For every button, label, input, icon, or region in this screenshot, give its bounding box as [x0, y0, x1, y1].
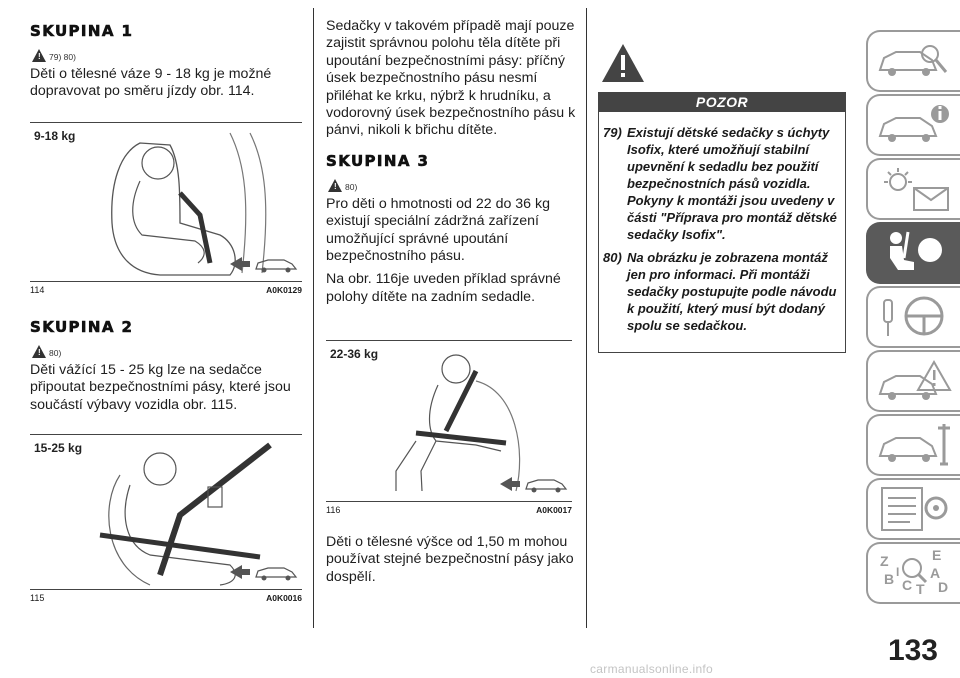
airbag-seat-icon [874, 228, 954, 278]
tab-car-info[interactable] [866, 94, 960, 156]
figure-number: 114 [30, 285, 45, 295]
note-number: 79) [603, 125, 622, 140]
figure-caption [30, 589, 302, 603]
paragraph: Děti o tělesné výšce od 1,50 m mohou používat stejné bezpečnostní pásy jako dospělí. [326, 534, 574, 585]
figure-code: A0K0016 [266, 593, 302, 603]
column-1 [30, 22, 302, 107]
figure-caption [326, 501, 572, 515]
warning-box [598, 112, 846, 353]
column-2 [326, 18, 576, 312]
index-letter: B [884, 571, 895, 587]
page-number: 133 [887, 634, 938, 667]
forward-direction-icon [498, 473, 568, 495]
ref-row-3 [328, 174, 576, 192]
heading-skupina-1: SKUPINA 1 [30, 22, 134, 40]
paragraph: Na obr. 116je uveden příklad správné polohy dítěte na zadním sedadle. [326, 271, 561, 305]
note-number: 80) [603, 250, 622, 265]
tab-emergency[interactable] [866, 350, 960, 412]
index-letter: D [938, 579, 949, 595]
tab-technical-data[interactable] [866, 478, 960, 540]
figure-code: A0K0017 [536, 505, 572, 515]
warning-note [603, 249, 839, 334]
index-letter: Z [880, 553, 889, 569]
heading-skupina-3: SKUPINA 3 [326, 151, 430, 170]
note-text: Existují dětské sedačky s úchyty Isofix, které umožňují stabilní upevnění k sedadlu bez použití bezpečnostních pásů vozidla. Pokyny k montáži jsou uvedeny v části "Příprava pro montáž dětské sedačky Isofix". [627, 125, 837, 242]
figure-weight-label: 22-36 kg [330, 347, 379, 361]
warning-notes [599, 112, 845, 334]
note-refs: 80) [345, 181, 358, 192]
forward-direction-icon [228, 253, 298, 275]
car-search-icon [874, 36, 954, 86]
paragraph: Děti vážící 15 - 25 kg lze na sedačce připoutat bezpečnostními pásy, které jsou součástí výbavy vozidla obr. 115. [30, 362, 291, 413]
column-divider-2 [586, 8, 587, 628]
heading-skupina-2: SKUPINA 2 [30, 318, 134, 336]
index-letter: I [896, 565, 900, 579]
alphabet-index-icon [874, 546, 954, 596]
figure-caption [30, 281, 302, 295]
tab-safety[interactable] [866, 222, 960, 284]
index-letter: A [930, 565, 941, 581]
column-divider-1 [313, 8, 314, 628]
index-letter: C [902, 577, 913, 593]
watermark: carmanualsonline.info [590, 662, 714, 676]
figure-code: A0K0129 [266, 285, 302, 295]
tab-car-search[interactable] [866, 30, 960, 92]
warning-lights-icon [874, 164, 954, 214]
figure-weight-label: 9-18 kg [34, 129, 76, 143]
figure-115 [30, 434, 302, 603]
warning-triangle-icon [600, 42, 646, 84]
figure-number: 116 [326, 505, 341, 515]
note-refs: 79) 80) [49, 52, 76, 62]
note-text: Na obrázku je zobrazena montáž jen pro informaci. Při montáži sedačky postupujte podle návodu k použití, který musí být dodaný spolu se sedačkou. [627, 250, 837, 333]
ref-row-1 [32, 44, 302, 62]
key-steering-icon [874, 292, 954, 342]
paragraph: Sedačky v takovém případě mají pouze zajistit správnou polohu těla dítěte při upoutání bezpečnostními pásy: příčný úsek bezpečnostního pásu nesmí přiléhat ke krku, nýbrž k hrudníku, a vodorovný úsek bezpečnostního pásu k pánvi, nikoli k břichu dítěte. [326, 18, 576, 139]
tab-index[interactable] [866, 542, 960, 604]
warning-title-bar: POZOR [598, 92, 846, 112]
car-warning-icon [874, 356, 954, 406]
ref-row-2 [32, 340, 302, 358]
note-refs: 80) [49, 348, 62, 358]
warning-note [603, 124, 839, 243]
specs-gear-icon [874, 484, 954, 534]
tab-maintenance[interactable] [866, 414, 960, 476]
forward-direction-icon [228, 561, 298, 583]
tab-warning-lights[interactable] [866, 158, 960, 220]
warning-triangle-icon: ! [32, 49, 46, 62]
paragraph: Pro děti o hmotnosti od 22 do 36 kg existují speciální zádržná zařízení umožňující správné upoutání bezpečnostního pásu. [326, 195, 550, 265]
paragraph: Děti o tělesné váze 9 - 18 kg je možné dopravovat po směru jízdy obr. 114. [30, 66, 272, 100]
figure-116 [326, 340, 572, 515]
car-info-icon [874, 100, 954, 150]
index-letter: T [916, 581, 925, 596]
figure-114 [30, 122, 302, 295]
tab-starting-driving[interactable] [866, 286, 960, 348]
column-2-lower [326, 534, 576, 592]
column-1-lower [30, 318, 302, 420]
figure-weight-label: 15-25 kg [34, 441, 83, 455]
warning-triangle-icon: ! [32, 345, 46, 358]
index-letter: E [932, 547, 942, 563]
car-service-icon [874, 420, 954, 470]
warning-triangle-icon: ! [328, 179, 342, 192]
figure-number: 115 [30, 593, 45, 603]
